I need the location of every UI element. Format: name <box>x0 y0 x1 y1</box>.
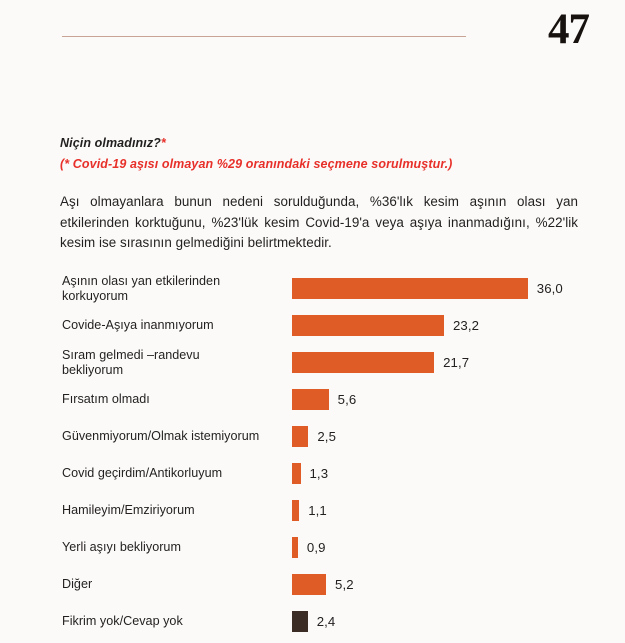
question-title-text: Niçin olmadınız? <box>60 136 161 150</box>
chart-row-label: Hamileyim/Emziriyorum <box>62 503 195 517</box>
chart-bar-value: 36,0 <box>536 281 563 296</box>
chart-bar-value: 5,2 <box>335 577 354 592</box>
chart-bar-value: 1,1 <box>308 503 327 518</box>
chart-bar-value: 23,2 <box>452 318 480 333</box>
page-number: 47 <box>548 6 589 53</box>
chart-row <box>0 418 625 455</box>
question-title-marker: * <box>160 136 166 150</box>
chart-row <box>0 603 625 640</box>
chart-bar-area <box>292 381 356 418</box>
question-block <box>60 136 580 171</box>
chart-bar-value: 21,7 <box>443 355 470 370</box>
chart-row <box>0 344 625 381</box>
chart-bar-area <box>292 603 335 640</box>
chart-bar <box>292 278 528 299</box>
chart-bar-area <box>292 492 327 529</box>
chart-row-label: Fikrim yok/Cevap yok <box>62 614 183 628</box>
question-note: (* Covid-19 aşısı olmayan %29 oranındaki seçmene sorulmuştur.) <box>60 157 453 171</box>
chart-row-label: Covid geçirdim/Antikorluyum <box>62 466 223 480</box>
chart-bar-area <box>292 307 479 344</box>
question-title <box>60 136 580 150</box>
bar-chart <box>0 270 625 640</box>
chart-bar-area <box>292 566 354 603</box>
chart-bar <box>292 315 444 336</box>
chart-bar-value: 2,4 <box>316 614 336 629</box>
chart-bar-value: 2,5 <box>317 429 337 444</box>
chart-row <box>0 381 625 418</box>
chart-bar-value: 1,3 <box>309 466 329 481</box>
chart-row <box>0 455 625 492</box>
header-rule <box>62 36 466 37</box>
chart-bar <box>292 352 434 373</box>
chart-bar <box>292 463 301 484</box>
chart-row <box>0 492 625 529</box>
chart-row-label: Güvenmiyorum/Olmak istemiyorum <box>62 429 260 443</box>
chart-row-label: Covide-Aşıya inanmıyorum <box>62 318 214 332</box>
chart-bar-area <box>292 418 336 455</box>
summary-paragraph: Aşı olmayanlara bunun nedeni sorulduğunda, %36'lık kesim aşının olası yan etkilerinden korktuğunu, %23'lük kesim Covid-19'a veya aşıya inanmadığını, %22'lik kesim ise sırasının gelmediğini belirtmektedir. <box>60 194 578 250</box>
chart-row-label: Aşının olası yan etkilerinden korkuyorum <box>62 273 221 303</box>
chart-bar-area <box>292 529 326 566</box>
chart-bar-area <box>292 455 328 492</box>
chart-row-label: Fırsatım olmadı <box>62 392 150 406</box>
chart-bar <box>292 426 308 447</box>
chart-row-label: Sıram gelmedi –randevu bekliyorum <box>62 347 200 377</box>
chart-bar-value: 5,6 <box>337 392 357 407</box>
chart-bar-value: 0,9 <box>306 540 326 555</box>
chart-bar <box>292 500 299 521</box>
chart-bar <box>292 537 298 558</box>
chart-row <box>0 529 625 566</box>
chart-bar-area <box>292 344 469 381</box>
chart-row <box>0 566 625 603</box>
chart-row-label: Yerli aşıyı bekliyorum <box>62 540 181 554</box>
chart-row-label: Diğer <box>62 577 93 591</box>
chart-row <box>0 307 625 344</box>
chart-row <box>0 270 625 307</box>
chart-bar <box>292 574 326 595</box>
chart-bar-area <box>292 270 563 307</box>
chart-bar <box>292 611 308 632</box>
chart-bar <box>292 389 329 410</box>
